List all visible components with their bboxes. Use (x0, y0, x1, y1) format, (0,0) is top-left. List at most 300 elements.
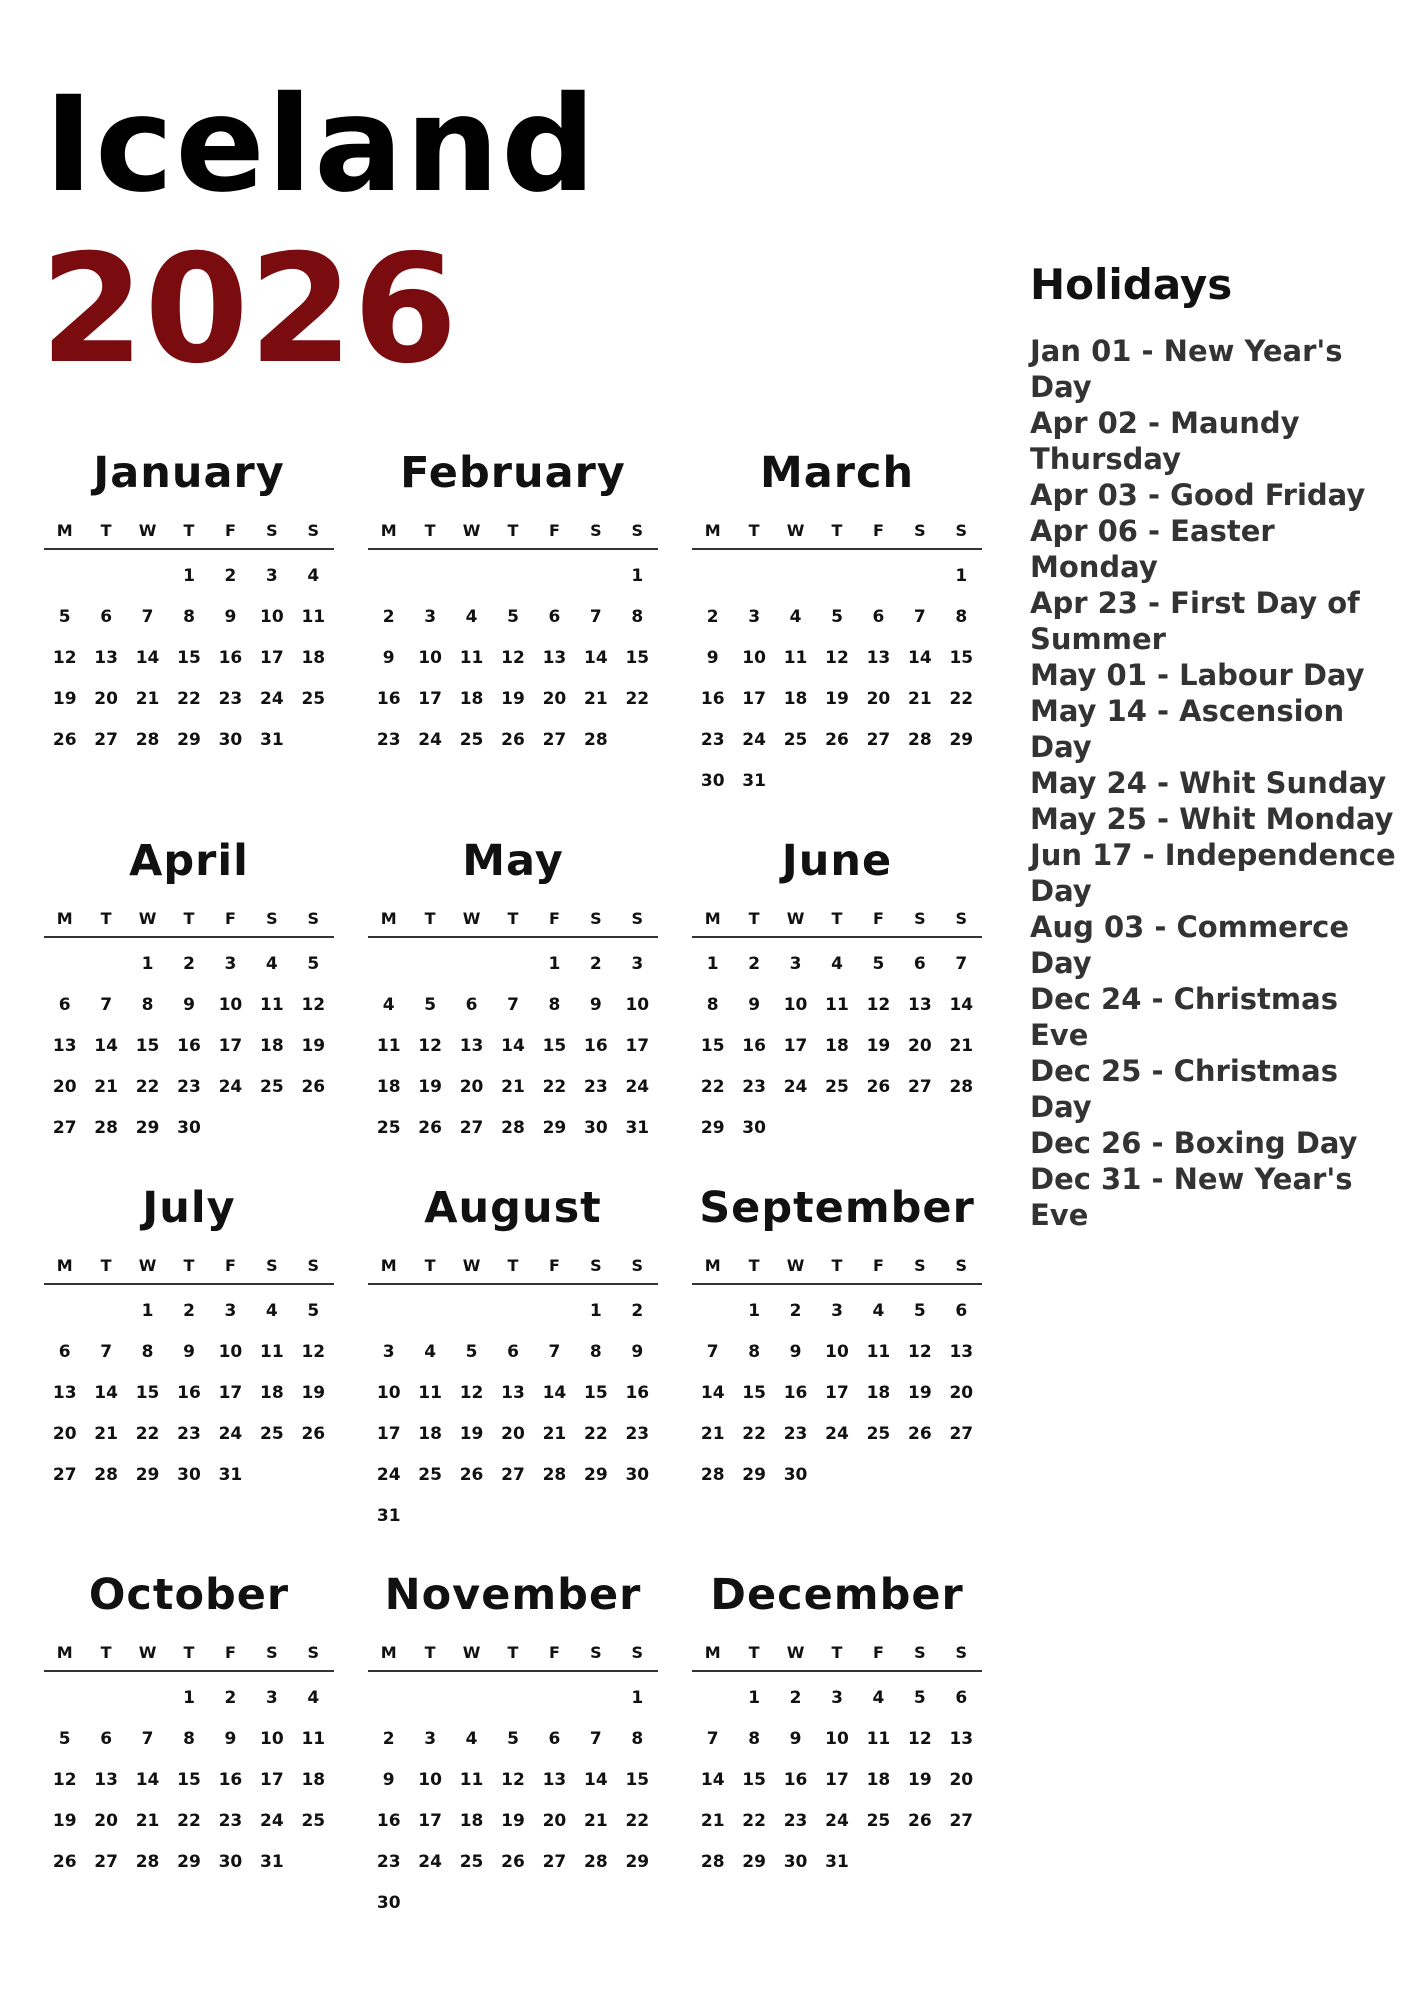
day-cell: 13 (52, 1383, 77, 1403)
days-grid (368, 1291, 658, 1537)
day-cell: 26 (908, 1811, 932, 1831)
day-cell: 24 (376, 1465, 401, 1485)
weekday-label: S (955, 1643, 968, 1662)
weekday-label: T (100, 1643, 112, 1662)
day-cell: 25 (418, 1465, 442, 1485)
day-cell: 3 (631, 954, 644, 974)
day-cell: 5 (307, 954, 320, 974)
day-cell: 3 (224, 954, 237, 974)
day-cell: 16 (376, 689, 401, 709)
day-cell: 2 (224, 566, 237, 586)
day-cell: 7 (955, 954, 968, 974)
day-cell: 31 (376, 1506, 401, 1526)
day-cell: 9 (382, 648, 395, 668)
day-cell: 9 (589, 995, 602, 1015)
day-cell: 8 (141, 1342, 154, 1362)
day-cell: 15 (949, 648, 974, 668)
day-cell: 4 (872, 1301, 885, 1321)
weekday-label: S (914, 1256, 926, 1275)
day-cell: 24 (825, 1811, 849, 1831)
day-cell: 30 (218, 730, 243, 750)
day-cell: 13 (94, 1770, 118, 1790)
day-cell: 11 (866, 1729, 891, 1749)
weekday-label: M (56, 1643, 73, 1662)
day-cell: 29 (949, 730, 974, 750)
day-cell: 4 (465, 1729, 478, 1749)
day-cell: 31 (218, 1465, 243, 1485)
day-cell: 2 (706, 607, 719, 627)
day-cell: 5 (913, 1301, 926, 1321)
holiday-item: Dec 26 - Boxing Day (1030, 1126, 1358, 1160)
day-cell: 20 (949, 1770, 974, 1790)
day-cell: 17 (625, 1036, 650, 1056)
days-grid (368, 1678, 658, 1924)
day-cell: 15 (177, 1770, 201, 1790)
day-cell: 28 (584, 1852, 608, 1872)
days-grid (368, 944, 658, 1149)
days-grid (692, 556, 982, 802)
month-july (44, 1175, 334, 1496)
day-cell: 5 (424, 995, 437, 1015)
weekday-header (44, 1241, 334, 1285)
day-cell: 1 (548, 954, 561, 974)
holiday-item: Jan 01 - New Year's Day (1030, 334, 1343, 404)
day-cell: 11 (301, 607, 326, 627)
weekday-label: W (462, 1256, 481, 1275)
holiday-item: Dec 25 - Christmas Day (1030, 1054, 1338, 1124)
day-cell: 7 (589, 607, 602, 627)
month-name: July (142, 1183, 236, 1233)
day-cell: 5 (58, 1729, 71, 1749)
day-cell: 12 (501, 1770, 525, 1790)
day-cell: 24 (418, 1852, 442, 1872)
day-cell: 24 (260, 689, 284, 709)
weekday-label: S (266, 909, 278, 928)
day-cell: 17 (376, 1424, 401, 1444)
day-cell: 26 (501, 1852, 525, 1872)
day-cell: 19 (52, 1811, 77, 1831)
day-cell: 5 (307, 1301, 320, 1321)
day-cell: 26 (52, 730, 77, 750)
month-december (692, 1562, 982, 1883)
day-cell: 28 (542, 1465, 567, 1485)
day-cell: 14 (584, 648, 608, 668)
day-cell: 26 (866, 1077, 891, 1097)
day-cell: 24 (218, 1424, 243, 1444)
day-cell: 11 (825, 995, 849, 1015)
day-cell: 30 (783, 1852, 808, 1872)
day-cell: 2 (382, 607, 395, 627)
day-cell: 29 (700, 1118, 725, 1138)
weekday-label: M (704, 1643, 721, 1662)
weekday-label: F (872, 909, 884, 928)
day-cell: 4 (424, 1342, 437, 1362)
month-march (692, 440, 982, 802)
day-cell: 21 (700, 1424, 725, 1444)
day-cell: 26 (301, 1424, 326, 1444)
day-cell: 7 (589, 1729, 602, 1749)
day-cell: 21 (542, 1424, 567, 1444)
day-cell: 3 (789, 954, 802, 974)
day-cell: 30 (584, 1118, 608, 1138)
days-grid (44, 1678, 334, 1883)
day-cell: 20 (542, 689, 567, 709)
day-cell: 17 (218, 1383, 243, 1403)
day-cell: 11 (376, 1036, 401, 1056)
day-cell: 7 (548, 1342, 561, 1362)
day-cell: 9 (748, 995, 761, 1015)
day-cell: 12 (459, 1383, 484, 1403)
day-cell: 13 (949, 1342, 974, 1362)
weekday-label: S (266, 1256, 278, 1275)
day-cell: 15 (135, 1383, 160, 1403)
day-cell: 10 (825, 1342, 849, 1362)
day-cell: 4 (465, 607, 478, 627)
day-cell: 5 (913, 1688, 926, 1708)
days-grid (692, 944, 982, 1149)
day-cell: 22 (625, 1811, 650, 1831)
day-cell: 2 (589, 954, 602, 974)
day-cell: 28 (94, 1465, 118, 1485)
day-cell: 31 (260, 1852, 284, 1872)
day-cell: 15 (625, 648, 650, 668)
weekday-label: T (424, 1256, 436, 1275)
holiday-item: May 25 - Whit Monday (1030, 802, 1394, 836)
day-cell: 4 (789, 607, 802, 627)
weekday-label: W (462, 1643, 481, 1662)
day-cell: 9 (224, 607, 237, 627)
day-cell: 17 (825, 1383, 849, 1403)
day-cell: 22 (177, 1811, 201, 1831)
day-cell: 1 (141, 1301, 154, 1321)
day-cell: 23 (218, 689, 243, 709)
day-cell: 1 (183, 566, 195, 586)
day-cell: 4 (872, 1688, 885, 1708)
day-cell: 1 (631, 566, 644, 586)
days-grid (44, 1291, 334, 1496)
day-cell: 25 (459, 730, 484, 750)
day-cell: 26 (501, 730, 525, 750)
day-cell: 10 (260, 607, 284, 627)
day-cell: 25 (260, 1424, 284, 1444)
day-cell: 24 (260, 1811, 284, 1831)
day-cell: 16 (783, 1383, 808, 1403)
day-cell: 10 (825, 1729, 849, 1749)
weekday-label: M (56, 909, 73, 928)
weekday-header (44, 894, 334, 938)
day-cell: 22 (949, 689, 974, 709)
day-cell: 14 (700, 1383, 725, 1403)
holiday-item: Aug 03 - Commerce Day (1030, 910, 1349, 980)
day-cell: 7 (100, 995, 113, 1015)
weekday-label: W (786, 521, 805, 540)
day-cell: 19 (301, 1383, 326, 1403)
weekday-label: F (548, 909, 560, 928)
day-cell: 5 (507, 607, 519, 627)
day-cell: 21 (135, 689, 160, 709)
month-name: September (699, 1183, 975, 1233)
day-cell: 26 (418, 1118, 442, 1138)
weekday-label: T (183, 1256, 195, 1275)
day-cell: 1 (706, 954, 719, 974)
weekday-label: S (631, 1643, 644, 1662)
day-cell: 17 (783, 1036, 808, 1056)
day-cell: 27 (94, 730, 118, 750)
day-cell: 25 (301, 1811, 326, 1831)
day-cell: 6 (913, 954, 926, 974)
day-cell: 30 (218, 1852, 243, 1872)
day-cell: 23 (218, 1811, 243, 1831)
day-cell: 13 (94, 648, 118, 668)
day-cell: 5 (507, 1729, 519, 1749)
day-cell: 25 (459, 1852, 484, 1872)
month-april (44, 828, 334, 1149)
day-cell: 7 (913, 607, 926, 627)
month-name: June (781, 836, 893, 886)
day-cell: 11 (459, 648, 484, 668)
day-cell: 27 (459, 1118, 484, 1138)
day-cell: 8 (589, 1342, 602, 1362)
day-cell: 26 (825, 730, 849, 750)
holiday-item: May 14 - Ascension Day (1030, 694, 1345, 764)
weekday-label: W (138, 521, 157, 540)
day-cell: 9 (706, 648, 719, 668)
weekday-label: M (704, 521, 721, 540)
day-cell: 2 (631, 1301, 644, 1321)
day-cell: 26 (459, 1465, 484, 1485)
day-cell: 7 (507, 995, 519, 1015)
month-october (44, 1562, 334, 1883)
weekday-label: F (548, 1643, 560, 1662)
holiday-list (1030, 333, 1400, 1233)
day-cell: 12 (908, 1342, 932, 1362)
weekday-label: T (183, 1643, 195, 1662)
day-cell: 21 (908, 689, 932, 709)
day-cell: 2 (224, 1688, 237, 1708)
day-cell: 12 (418, 1036, 442, 1056)
day-cell: 20 (52, 1077, 77, 1097)
day-cell: 22 (135, 1424, 160, 1444)
day-cell: 11 (459, 1770, 484, 1790)
day-cell: 9 (631, 1342, 644, 1362)
day-cell: 18 (301, 648, 326, 668)
day-cell: 9 (789, 1342, 802, 1362)
weekday-label: W (786, 909, 805, 928)
day-cell: 30 (783, 1465, 808, 1485)
day-cell: 2 (789, 1688, 802, 1708)
day-cell: 3 (831, 1688, 843, 1708)
day-cell: 22 (700, 1077, 725, 1097)
weekday-label: S (266, 1643, 278, 1662)
day-cell: 23 (783, 1424, 808, 1444)
day-cell: 13 (949, 1729, 974, 1749)
weekday-label: F (224, 521, 236, 540)
day-cell: 19 (866, 1036, 891, 1056)
day-cell: 23 (177, 1077, 201, 1097)
day-cell: 17 (260, 1770, 284, 1790)
weekday-header (44, 1628, 334, 1672)
day-cell: 16 (742, 1036, 766, 1056)
day-cell: 17 (218, 1036, 243, 1056)
day-cell: 26 (908, 1424, 932, 1444)
day-cell: 21 (135, 1811, 160, 1831)
holiday-item: Apr 03 - Good Friday (1030, 478, 1366, 512)
day-cell: 7 (100, 1342, 113, 1362)
weekday-label: F (224, 1256, 236, 1275)
day-cell: 17 (260, 648, 284, 668)
day-cell: 21 (949, 1036, 974, 1056)
day-cell: 24 (825, 1424, 849, 1444)
weekday-header (692, 1241, 982, 1285)
day-cell: 9 (224, 1729, 237, 1749)
day-cell: 18 (866, 1770, 891, 1790)
day-cell: 31 (625, 1118, 650, 1138)
day-cell: 19 (501, 689, 525, 709)
weekday-header (368, 1241, 658, 1285)
month-name: April (129, 836, 249, 886)
day-cell: 28 (135, 730, 160, 750)
day-cell: 29 (135, 1118, 160, 1138)
day-cell: 29 (177, 730, 201, 750)
day-cell: 20 (501, 1424, 525, 1444)
day-cell: 24 (625, 1077, 650, 1097)
day-cell: 2 (382, 1729, 395, 1749)
day-cell: 1 (631, 1688, 644, 1708)
day-cell: 8 (183, 1729, 195, 1749)
day-cell: 15 (542, 1036, 567, 1056)
weekday-label: F (548, 521, 560, 540)
weekday-label: S (955, 521, 968, 540)
day-cell: 30 (177, 1465, 201, 1485)
day-cell: 1 (748, 1688, 761, 1708)
weekday-label: M (56, 1256, 73, 1275)
day-cell: 24 (418, 730, 442, 750)
month-january (44, 440, 334, 761)
day-cell: 10 (418, 648, 442, 668)
day-cell: 16 (218, 648, 243, 668)
day-cell: 5 (465, 1342, 478, 1362)
calendar-title: Iceland (44, 68, 598, 222)
day-cell: 12 (52, 648, 77, 668)
weekday-label: S (590, 909, 602, 928)
day-cell: 10 (783, 995, 808, 1015)
day-cell: 16 (218, 1770, 243, 1790)
day-cell: 3 (265, 1688, 278, 1708)
day-cell: 19 (459, 1424, 484, 1444)
day-cell: 1 (748, 1301, 761, 1321)
day-cell: 29 (742, 1465, 766, 1485)
day-cell: 28 (584, 730, 608, 750)
holiday-item: Apr 02 - Maundy Thursday (1030, 406, 1300, 476)
day-cell: 4 (265, 954, 278, 974)
month-june (692, 828, 982, 1149)
weekday-label: F (548, 1256, 560, 1275)
weekday-label: M (704, 909, 721, 928)
days-grid (44, 944, 334, 1149)
weekday-label: S (307, 1256, 320, 1275)
day-cell: 10 (218, 995, 243, 1015)
day-cell: 11 (866, 1342, 891, 1362)
day-cell: 26 (301, 1077, 326, 1097)
weekday-label: S (266, 521, 278, 540)
day-cell: 2 (789, 1301, 802, 1321)
day-cell: 15 (135, 1036, 160, 1056)
weekday-label: T (831, 521, 843, 540)
day-cell: 1 (141, 954, 154, 974)
day-cell: 29 (542, 1118, 567, 1138)
weekday-label: T (183, 909, 195, 928)
holidays-title: Holidays (1030, 260, 1233, 309)
day-cell: 3 (224, 1301, 237, 1321)
day-cell: 12 (52, 1770, 77, 1790)
day-cell: 12 (825, 648, 849, 668)
day-cell: 8 (748, 1729, 761, 1749)
weekday-label: T (424, 521, 436, 540)
day-cell: 22 (135, 1077, 160, 1097)
day-cell: 28 (135, 1852, 160, 1872)
day-cell: 19 (908, 1770, 932, 1790)
day-cell: 23 (376, 730, 401, 750)
weekday-label: T (507, 521, 519, 540)
day-cell: 15 (584, 1383, 608, 1403)
weekday-label: T (507, 1256, 519, 1275)
day-cell: 10 (218, 1342, 243, 1362)
holiday-item: Apr 06 - Easter Monday (1030, 514, 1275, 584)
day-cell: 6 (100, 1729, 113, 1749)
month-name: March (759, 448, 915, 498)
day-cell: 30 (625, 1465, 650, 1485)
day-cell: 6 (955, 1301, 968, 1321)
day-cell: 11 (260, 995, 284, 1015)
weekday-label: S (955, 909, 968, 928)
day-cell: 12 (301, 995, 326, 1015)
day-cell: 2 (183, 954, 195, 974)
day-cell: 16 (625, 1383, 650, 1403)
day-cell: 3 (831, 1301, 843, 1321)
day-cell: 14 (700, 1770, 725, 1790)
weekday-label: S (307, 1643, 320, 1662)
day-cell: 22 (742, 1811, 766, 1831)
weekday-label: F (224, 909, 236, 928)
holidays-panel (1030, 255, 1400, 1233)
weekday-label: S (307, 909, 320, 928)
month-name: November (384, 1570, 642, 1620)
weekday-label: S (914, 1643, 926, 1662)
days-grid (368, 556, 658, 761)
day-cell: 6 (507, 1342, 519, 1362)
day-cell: 21 (94, 1424, 118, 1444)
weekday-header (368, 506, 658, 550)
day-cell: 11 (260, 1342, 284, 1362)
day-cell: 25 (866, 1424, 891, 1444)
weekday-label: S (590, 521, 602, 540)
days-grid (44, 556, 334, 761)
weekday-label: T (424, 909, 436, 928)
day-cell: 31 (742, 771, 766, 791)
weekday-label: T (507, 1643, 519, 1662)
holiday-item: Apr 23 - First Day of Summer (1030, 586, 1360, 656)
month-name: January (93, 448, 285, 498)
day-cell: 27 (866, 730, 891, 750)
day-cell: 6 (58, 1342, 71, 1362)
day-cell: 29 (742, 1852, 766, 1872)
weekday-label: S (590, 1256, 602, 1275)
day-cell: 14 (908, 648, 932, 668)
weekday-label: W (138, 909, 157, 928)
day-cell: 25 (260, 1077, 284, 1097)
weekday-label: T (424, 1643, 436, 1662)
holiday-item: Dec 31 - New Year's Eve (1030, 1162, 1353, 1232)
